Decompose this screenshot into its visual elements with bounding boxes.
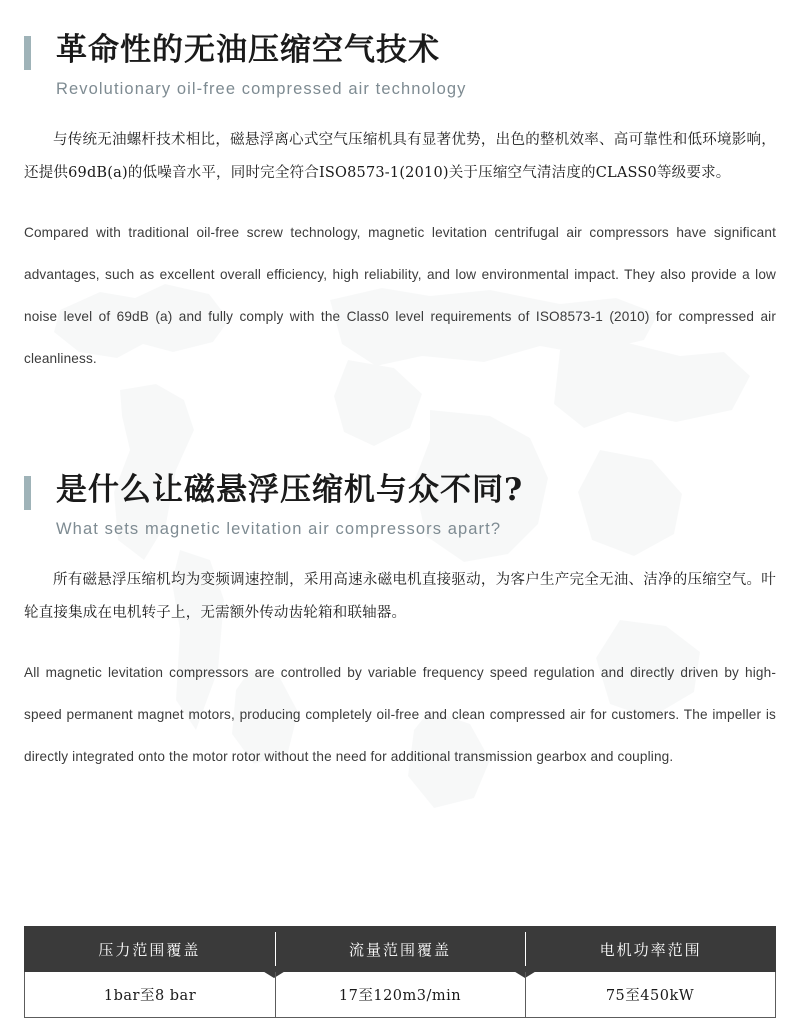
section-title-cn: 革命性的无油压缩空气技术	[56, 32, 440, 68]
spec-value-flow: 17至120m3/min	[275, 972, 525, 1017]
section-title-en: Revolutionary oil-free compressed air technology	[56, 80, 467, 98]
spec-header-pressure: 压力范围覆盖	[98, 940, 201, 959]
section-body-cn-1: 与传统无油螺杆技术相比，磁悬浮离心式空气压缩机具有显著优势，出色的整机效率、高可靠性和低环境影响，还提供69dB(a)的低噪音水平，同时完全符合ISO8573-1(2010)关于压缩空气清洁度的CLASS0等级要求。	[24, 132, 776, 181]
section-body-en-2: All magnetic levitation compressors are controlled by variable frequency speed regulation and directly driven by high-speed permanent magnet motors, producing completely oil-free and clean compressed air for customers. The impeller is directly integrated onto the motor rotor without the need for additional transmission gearbox and coupling.	[24, 665, 776, 764]
section-heading-2	[24, 470, 776, 542]
spec-table	[24, 926, 776, 1018]
spec-table-value-row	[24, 972, 776, 1018]
section-body-cn-2: 所有磁悬浮压缩机均为变频调速控制，采用高速永磁电机直接驱动，为客户生产完全无油、洁净的压缩空气。叶轮直接集成在电机转子上，无需额外传动齿轮箱和联轴器。	[24, 572, 776, 621]
section-body-en-1: Compared with traditional oil-free screw technology, magnetic levitation centrifugal air compressors have significant advantages, such as excellent overall efficiency, high reliability, and low environmental impact. They also provide a low noise level of 69dB (a) and fully comply with the Class0 level requirements of ISO8573-1 (2010) for compressed air cleanliness.	[24, 225, 776, 366]
spacer-heading-body-2	[24, 542, 776, 564]
spacer-top	[24, 0, 776, 30]
section-gap	[24, 380, 776, 470]
spec-header-power: 电机功率范围	[525, 926, 776, 972]
section-title-en: What sets magnetic levitation air compressors apart?	[56, 520, 502, 538]
spacer-cn-en-1	[24, 190, 776, 212]
heading-accent-bar-icon	[24, 36, 31, 70]
spec-table-header-row	[24, 926, 776, 972]
section-title-cn: 是什么让磁悬浮压缩机与众不同?	[56, 472, 524, 508]
spacer-cn-en-2	[24, 630, 776, 652]
spacer-heading-body-1	[24, 102, 776, 124]
spec-value-pressure: 1bar至8 bar	[103, 988, 197, 1004]
section-what-sets-apart	[24, 470, 776, 778]
heading-accent-bar-icon	[24, 476, 31, 510]
section-heading-1	[24, 30, 776, 102]
section-oil-free-technology	[24, 0, 776, 380]
spec-value-power: 75至450kW	[525, 972, 775, 1017]
spec-header-flow: 流量范围覆盖	[275, 926, 526, 972]
